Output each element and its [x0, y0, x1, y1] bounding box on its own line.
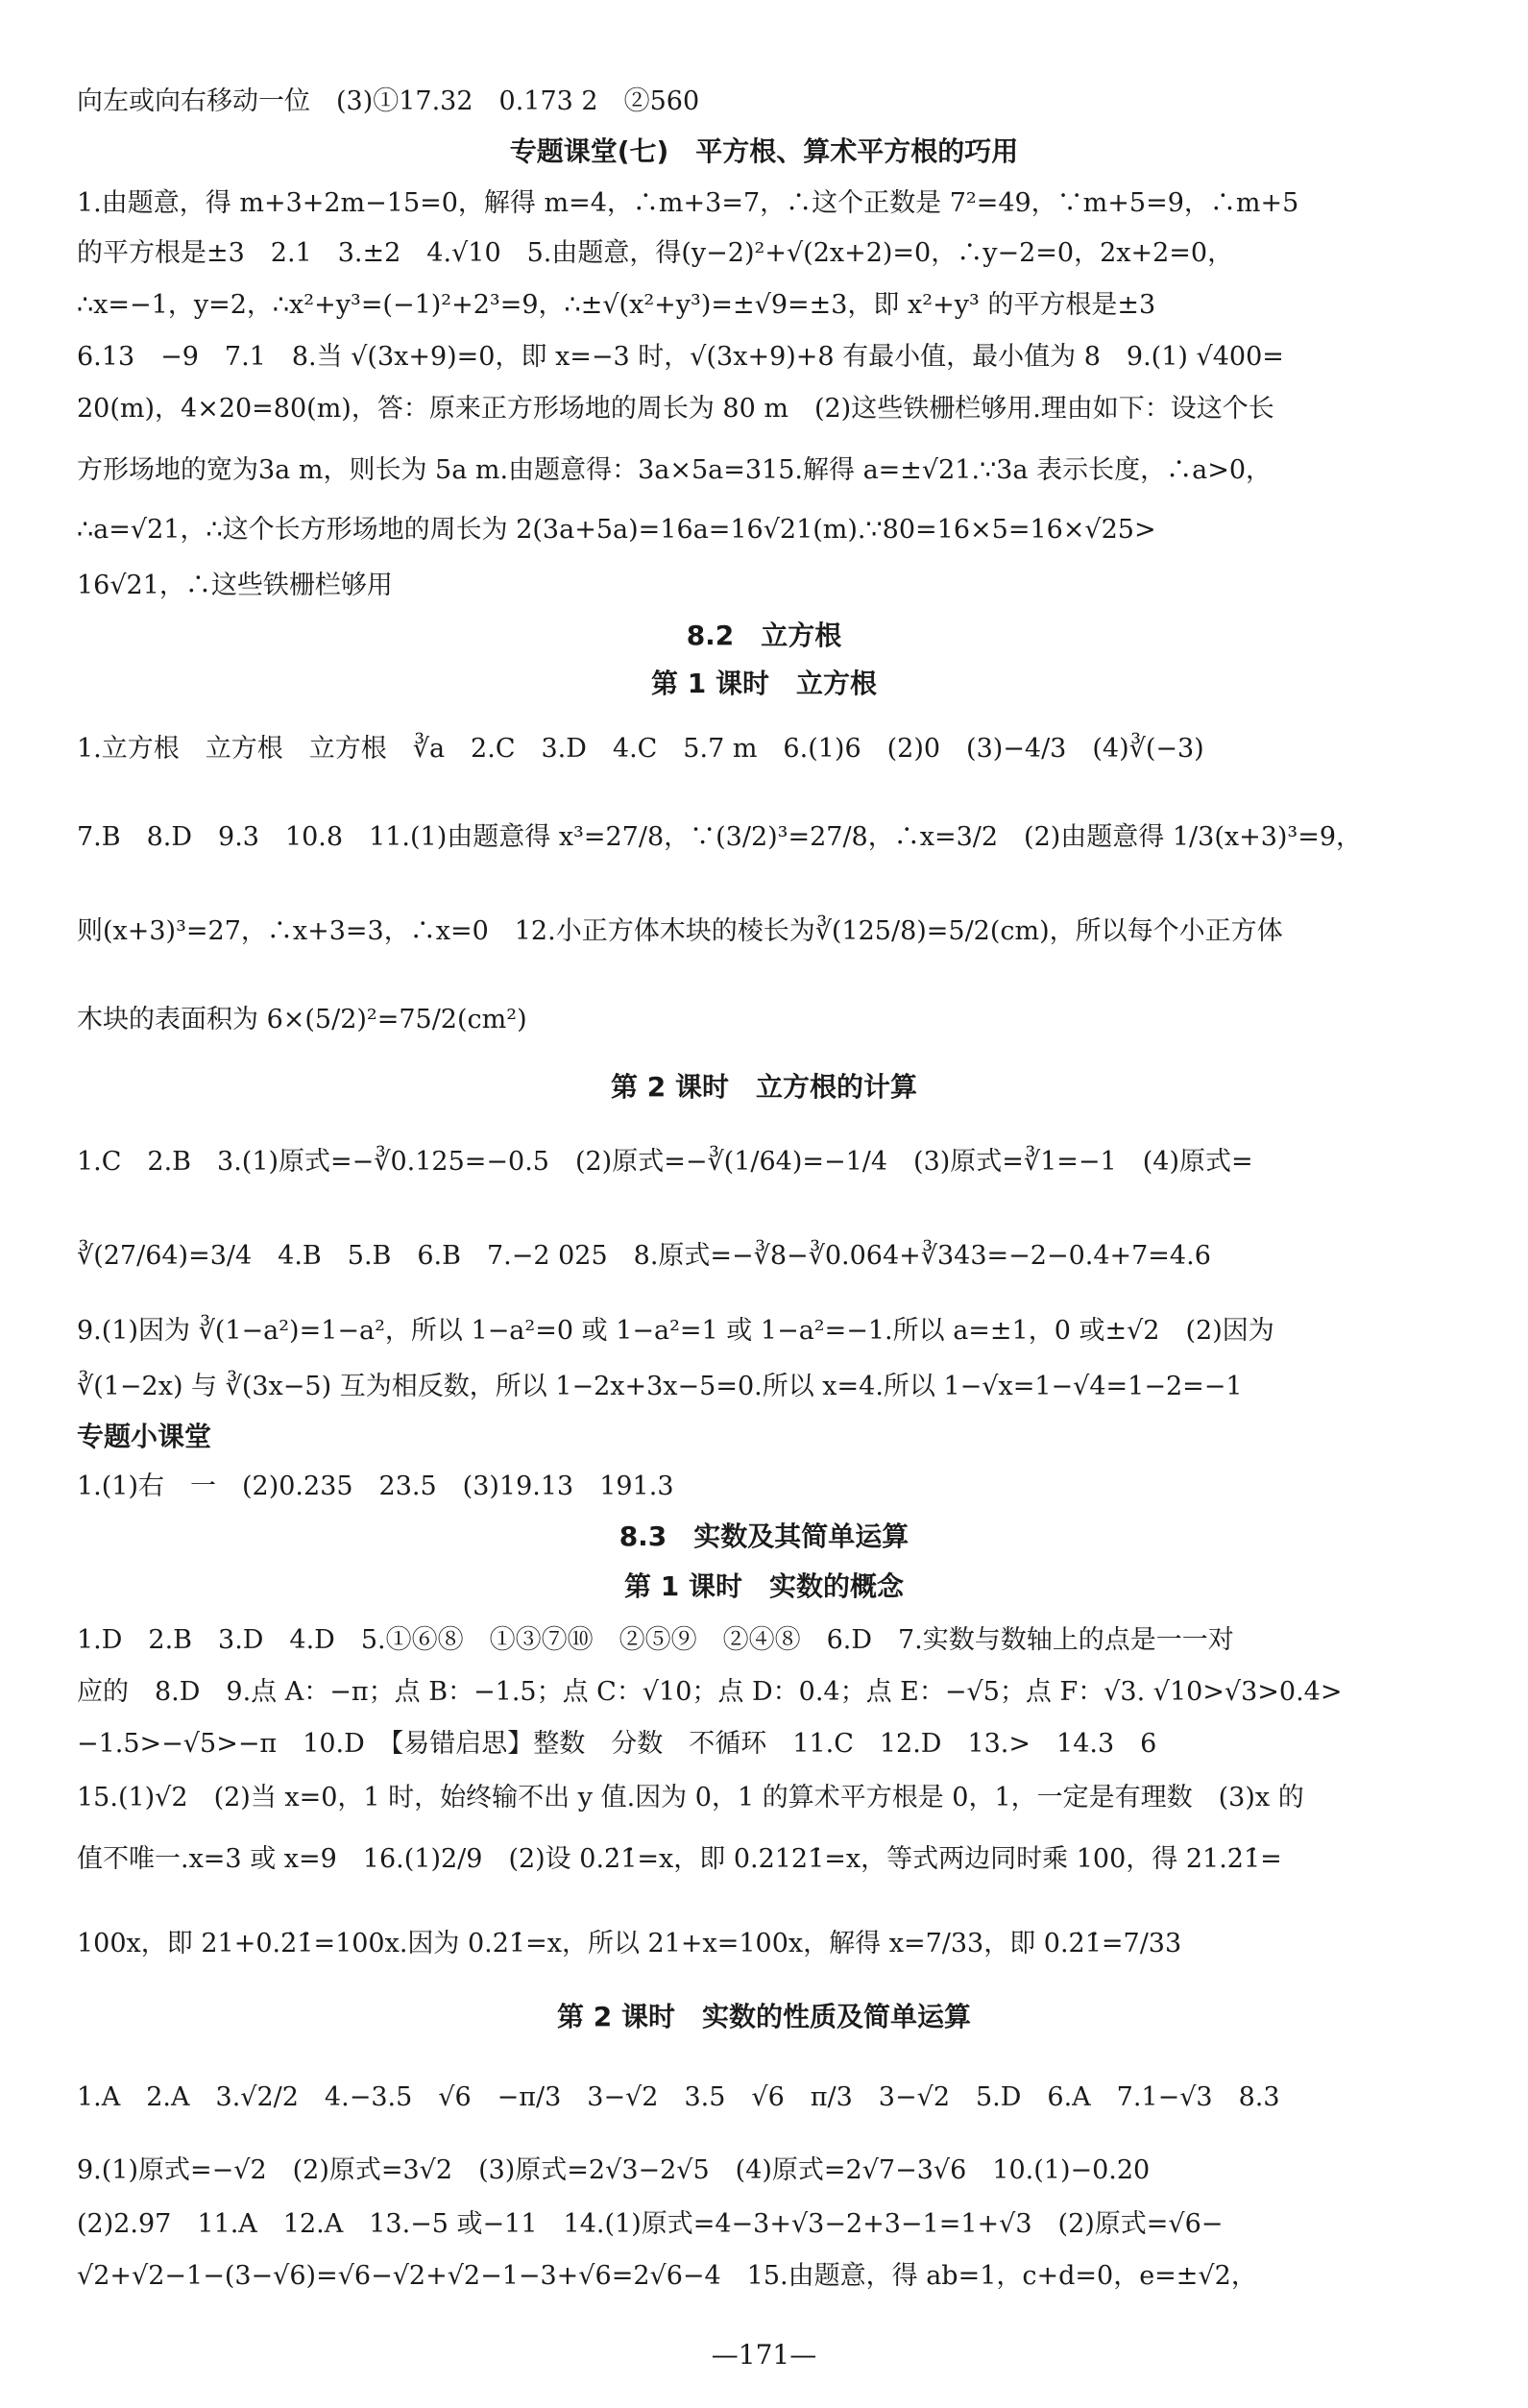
section-heading: 8.2 立方根	[686, 620, 842, 651]
text-line: 值不唯一.x=3 或 x=9 16.(1)2/9 (2)设 0.2̇1̇=x，即 0.2121̇=x，等式两边同时乘 100，得 21.2̇1̇=	[77, 1844, 1282, 1874]
text-line: 向左或向右移动一位 (3)①17.32 0.173 2 ②560	[77, 86, 700, 116]
text-line: √2+√2−1−(3−√6)=√6−√2+√2−1−3+√6=2√6−4 15.由题意，得 ab=1，c+d=0，e=±√2，	[77, 2261, 1257, 2291]
lesson-heading: 第 2 课时 实数的性质及简单运算	[557, 2001, 971, 2032]
section-heading: 8.3 实数及其简单运算	[618, 1520, 910, 1552]
text-line: 1.由题意，得 m+3+2m−15=0，解得 m=4，∴m+3=7，∴这个正数是 7²=49，∵m+5=9，∴m+5	[77, 188, 1299, 218]
text-line: 的平方根是±3 2.1 3.±2 4.√10 5.由题意，得(y−2)²+√(2x+2)=0，∴y−2=0，2x+2=0，	[77, 238, 1234, 268]
text-line: 1.(1)右 一 (2)0.235 23.5 (3)19.13 191.3	[77, 1472, 674, 1501]
text-line: ∛(27/64)=3/4 4.B 5.B 6.B 7.−2 025 8.原式=−∛8−∛0.064+∛343=−2−0.4+7=4.6	[77, 1241, 1211, 1271]
lesson-heading: 第 2 课时 立方根的计算	[611, 1071, 917, 1103]
subsection-heading: 专题小课堂	[77, 1421, 212, 1452]
text-line: 20(m)，4×20=80(m)，答：原来正方形场地的周长为 80 m (2)这些铁栅栏够用.理由如下：设这个长	[77, 394, 1274, 424]
text-line: 则(x+3)³=27，∴x+3=3，∴x=0 12.小正方体木块的棱长为∛(125/8)=5/2(cm)，所以每个小正方体	[77, 916, 1283, 946]
text-line: ∴x=−1，y=2，∴x²+y³=(−1)²+2³=9，∴±√(x²+y³)=±√9=±3，即 x²+y³ 的平方根是±3	[77, 290, 1156, 320]
section-heading: 专题课堂(七) 平方根、算术平方根的巧用	[509, 135, 1019, 167]
text-line: 7.B 8.D 9.3 10.8 11.(1)由题意得 x³=27/8，∵(3/2)³=27/8，∴x=3/2 (2)由题意得 1/3(x+3)³=9，	[77, 822, 1363, 852]
text-line: 6.13 −9 7.1 8.当 √(3x+9)=0，即 x=−3 时，√(3x+9)+8 有最小值，最小值为 8 9.(1) √400=	[77, 342, 1284, 372]
text-line: 应的 8.D 9.点 A：−π；点 B：−1.5；点 C：√10；点 D：0.4；点 E：−√5；点 F：√3. √10>√3>0.4>	[77, 1677, 1343, 1707]
text-line: ∴a=√21，∴这个长方形场地的周长为 2(3a+5a)=16a=16√21(m).∵80=16×5=16×√25>	[77, 515, 1156, 545]
text-line: 15.(1)√2 (2)当 x=0，1 时，始终输不出 y 值.因为 0，1 的算术平方根是 0，1，一定是有理数 (3)x 的	[77, 1783, 1304, 1812]
text-line: 1.D 2.B 3.D 4.D 5.①⑥⑧ ①③⑦⑩ ②⑤⑨ ②④⑧ 6.D 7.实数与数轴上的点是一一对	[77, 1625, 1234, 1655]
text-line: ∛(1−2x) 与 ∛(3x−5) 互为相反数，所以 1−2x+3x−5=0.所以 x=4.所以 1−√x=1−√4=1−2=−1	[77, 1372, 1243, 1401]
lesson-heading: 第 1 课时 立方根	[651, 668, 877, 699]
text-line: 1.C 2.B 3.(1)原式=−∛0.125=−0.5 (2)原式=−∛(1/64)=−1/4 (3)原式=∛1=−1 (4)原式=	[77, 1147, 1253, 1177]
text-line: 100x，即 21+0.2̇1̇=100x.因为 0.2̇1̇=x，所以 21+x=100x，解得 x=7/33，即 0.2̇1̇=7/33	[77, 1929, 1182, 1958]
text-line: 1.A 2.A 3.√2/2 4.−3.5 √6 −π/3 3−√2 3.5 √6 π/3 3−√2 5.D 6.A 7.1−√3 8.3	[77, 2082, 1280, 2112]
text-line: 9.(1)因为 ∛(1−a²)=1−a²，所以 1−a²=0 或 1−a²=1 或 1−a²=−1.所以 a=±1，0 或±√2 (2)因为	[77, 1316, 1274, 1346]
text-line: 木块的表面积为 6×(5/2)²=75/2(cm²)	[77, 1005, 527, 1034]
text-line: 方形场地的宽为3a m，则长为 5a m.由题意得：3a×5a=315.解得 a=±√21.∵3a 表示长度，∴a>0，	[77, 455, 1273, 485]
text-line: 16√21，∴这些铁栅栏够用	[77, 571, 393, 600]
text-line: 1.立方根 立方根 立方根 ∛a 2.C 3.D 4.C 5.7 m 6.(1)6 (2)0 (3)−4/3 (4)∛(−3)	[77, 734, 1204, 764]
text-line: 9.(1)原式=−√2 (2)原式=3√2 (3)原式=2√3−2√5 (4)原式=2√7−3√6 10.(1)−0.20	[77, 2155, 1151, 2185]
text-line: (2)2.97 11.A 12.A 13.−5 或−11 14.(1)原式=4−3+√3−2+3−1=1+√3 (2)原式=√6−	[77, 2209, 1224, 2239]
text-line: −1.5>−√5>−π 10.D 【易错启思】整数 分数 不循环 11.C 12.D 13.> 14.3 6	[77, 1729, 1157, 1759]
page-number: —171—	[711, 2339, 817, 2371]
lesson-heading: 第 1 课时 实数的概念	[624, 1570, 904, 1602]
